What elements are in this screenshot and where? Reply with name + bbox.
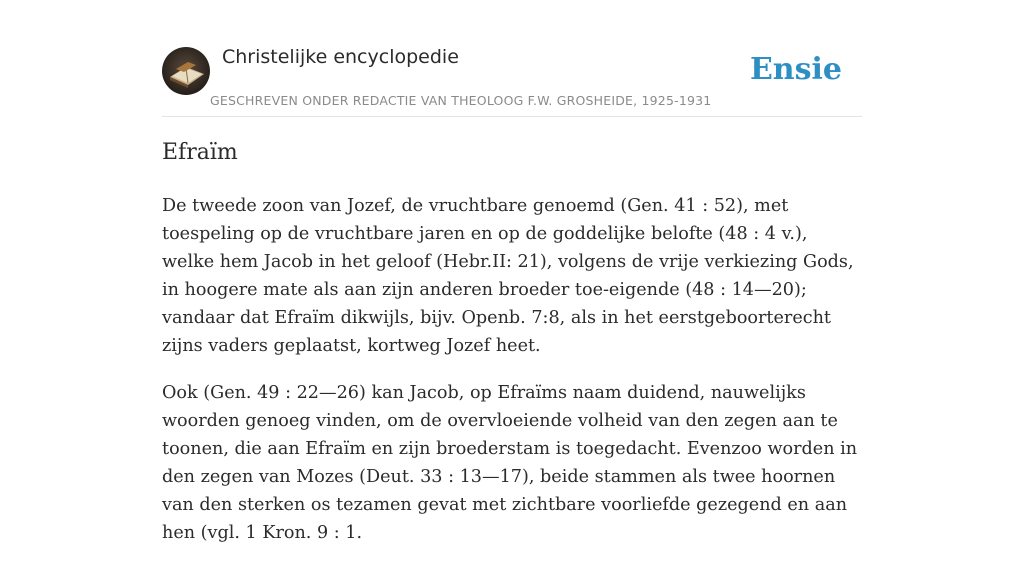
publication-header [162,46,862,117]
publication-title[interactable]: Christelijke encyclopedie [222,46,459,68]
publication-subtitle: GESCHREVEN ONDER REDACTIE VAN THEOLOOG F.W. GROSHEIDE, 1925-1931 [210,93,712,108]
publication-avatar[interactable] [162,47,210,95]
article-paragraph: Ook (Gen. 49 : 22—26) kan Jacob, op Efraïms naam duidend, nauwelijks woorden genoeg vinden, om de overvloeiende volheid van den zegen aan te toonen, die aan Efraïm en zijn broederstam is toegedacht. Evenzoo worden in den zegen van Mozes (Deut. 33 : 13—17), beide stammen als twee hoornen van den sterken os tezamen gevat met zichtbare voorliefde gezegend en aan hen (vgl. 1 Kron. 9 : 1. [162,383,858,543]
book-cover-icon [162,47,210,95]
article-title: Efraïm [162,140,238,165]
article-body [162,192,862,566]
article-paragraph: De tweede zoon van Jozef, de vruchtbare genoemd (Gen. 41 : 52), met toespeling op de vruchtbare jaren en op de goddelijke belofte (48 : 4 v.), welke hem Jacob in het geloof (Hebr.II: 21), volgens de vrije verkiezing Gods, in hoogere mate als aan zijn anderen broeder toe-eigende (48 : 14—20); vandaar dat Efraïm dikwijls, bijv. Openb. 7:8, als in het eerstgeboorterecht zijns vaders geplaatst, kortweg Jozef heet. [162,196,854,356]
brand-logo[interactable]: Ensie [749,52,842,87]
